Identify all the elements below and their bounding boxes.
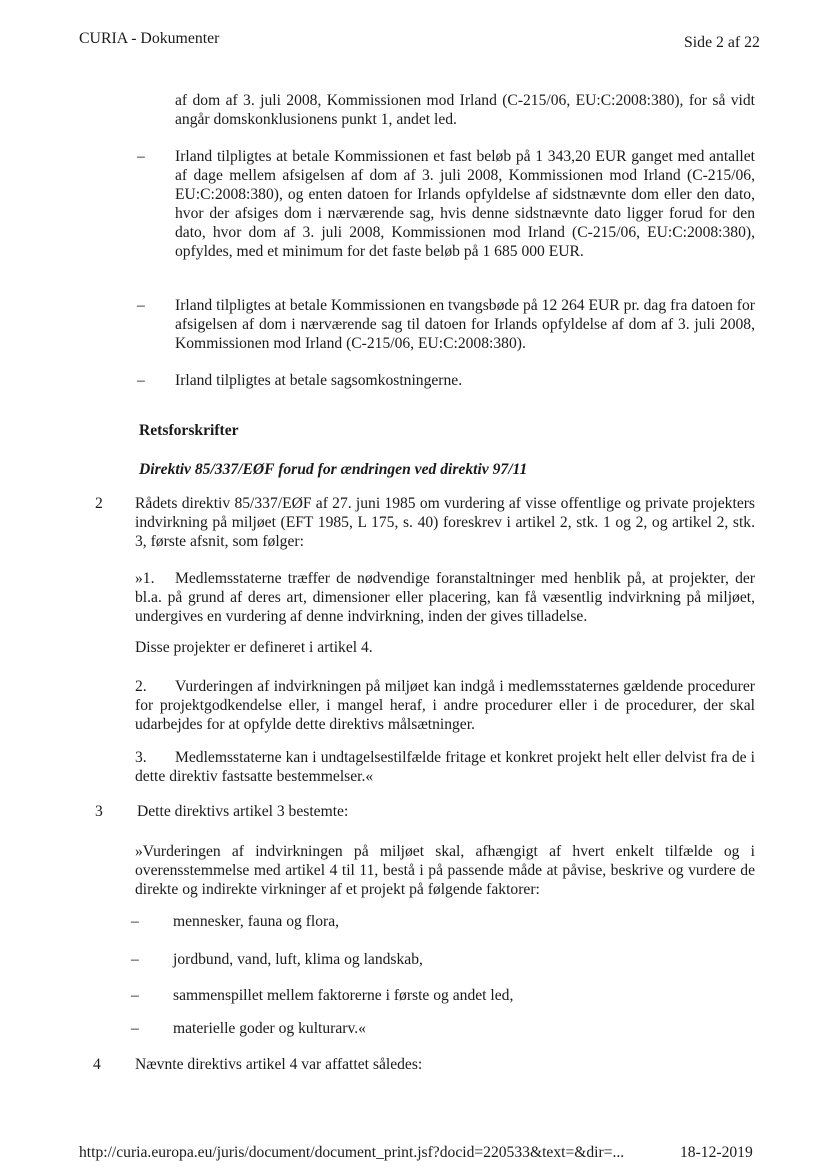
- section-heading: Retsforskrifter: [139, 422, 239, 439]
- bullet-dash: –: [137, 372, 145, 389]
- bullet-dash: –: [131, 1020, 139, 1037]
- list-item: jordbund, vand, luft, klima og landskab,: [173, 951, 423, 968]
- quote-number: »1.: [135, 570, 155, 587]
- list-item: mennesker, fauna og flora,: [173, 913, 340, 930]
- list-item: Irland tilpligtes at betale sagsomkostningerne.: [175, 372, 463, 389]
- quote-paragraph: [135, 569, 755, 626]
- continuation-paragraph: af dom af 3. juli 2008, Kommissionen mod Irland (C-215/06, EU:C:2008:380), for så vidt angår domskonklusionens punkt 1, andet led.: [175, 92, 755, 128]
- quote-paragraph: Disse projekter er defineret i artikel 4.: [135, 639, 373, 656]
- paragraph-number: 4: [93, 1056, 101, 1073]
- footer-date: 18-12-2019: [680, 1144, 753, 1161]
- paragraph-number: 2: [95, 495, 103, 512]
- paragraph-number: 3: [95, 803, 103, 820]
- quote-number: 2.: [135, 678, 147, 695]
- bullet-dash: –: [137, 148, 145, 165]
- paragraph-text: Dette direktivs artikel 3 bestemte:: [137, 803, 349, 820]
- footer-url: http://curia.europa.eu/juris/document/document_print.jsf?docid=220533&text=&dir=...: [79, 1144, 625, 1161]
- paragraph-text: Rådets direktiv 85/337/EØF af 27. juni 1985 om vurdering af visse offentlige og private projekters indvirkning på miljøet (EFT 1985, L 175, s. 40) foreskrev i artikel 2, stk. 1 og 2, og artikel 2, stk. 3, første afsnit, som følger:: [135, 495, 755, 550]
- list-item: Irland tilpligtes at betale Kommissionen en tvangsbøde på 12 264 EUR pr. dag fra datoen for afsigelsen af dom i nærværende sag til datoen for Irlands opfyldelse af dom af 3. juli 2008, Kommissionen mod Irland (C-215/06, EU:C:2008:380).: [175, 297, 755, 352]
- quote-paragraph: [135, 748, 755, 786]
- bullet-dash: –: [131, 987, 139, 1004]
- bullet-dash: –: [137, 297, 145, 314]
- bullet-dash: –: [131, 913, 139, 930]
- quote-paragraph: »Vurderingen af indvirkningen på miljøet skal, afhængigt af hvert enkelt tilfælde og i overensstemmelse med artikel 4 til 11, bestå i på passende måde at påvise, beskrive og vurdere de direkte og indirekte virkninger af et projekt på følgende faktorer:: [135, 843, 755, 898]
- paragraph-text: Nævnte direktivs artikel 4 var affattet således:: [135, 1056, 423, 1073]
- quote-text: Medlemsstaterne træffer de nødvendige foranstaltninger med henblik på, at projekter, der bl.a. på grund af deres art, dimensioner eller placering, kan få væsentlig indvirkning på miljøet, undergives en vurdering af denne indvirkning, inden der gives tilladelse.: [135, 570, 755, 625]
- quote-text: Medlemsstaterne kan i undtagelsestilfælde fritage et konkret projekt helt eller delvist fra de i dette direktiv fastsatte bestemmelser.«: [135, 749, 755, 785]
- quote-number: 3.: [135, 749, 147, 766]
- bullet-dash: –: [131, 951, 139, 968]
- list-item: sammenspillet mellem faktorerne i første og andet led,: [173, 987, 514, 1004]
- list-item: Irland tilpligtes at betale Kommissionen et fast beløb på 1 343,20 EUR ganget med antallet af dage mellem afsigelsen af dom af 3. juli 2008, Kommissionen mod Irland (C-215/06, EU:C:2008:380), og enten datoen for Irlands opfyldelse af sidstnævnte dom eller den dato, hvor der afsiges dom i nærværende sag, hvis denne sidstnævnte dato ligger forud for den dato, hvor dom af 3. juli 2008, Kommissionen mod Irland (C-215/06, EU:C:2008:380), opfyldes, med et minimum for det faste beløb på 1 685 000 EUR.: [175, 148, 755, 260]
- page-number: Side 2 af 22: [684, 34, 760, 51]
- quote-paragraph: [135, 677, 755, 734]
- list-item: materielle goder og kulturarv.«: [173, 1020, 366, 1037]
- quote-text: Vurderingen af indvirkningen på miljøet kan indgå i medlemsstaternes gældende procedurer for projektgodkendelse eller, i mangel heraf, i andre procedurer eller i de procedurer, der skal udarbejdes for at opfylde dette direktivs målsætninger.: [135, 678, 755, 733]
- section-subheading: Direktiv 85/337/EØF forud for ændringen ved direktiv 97/11: [139, 461, 528, 478]
- document-header-title: CURIA - Dokumenter: [79, 30, 220, 47]
